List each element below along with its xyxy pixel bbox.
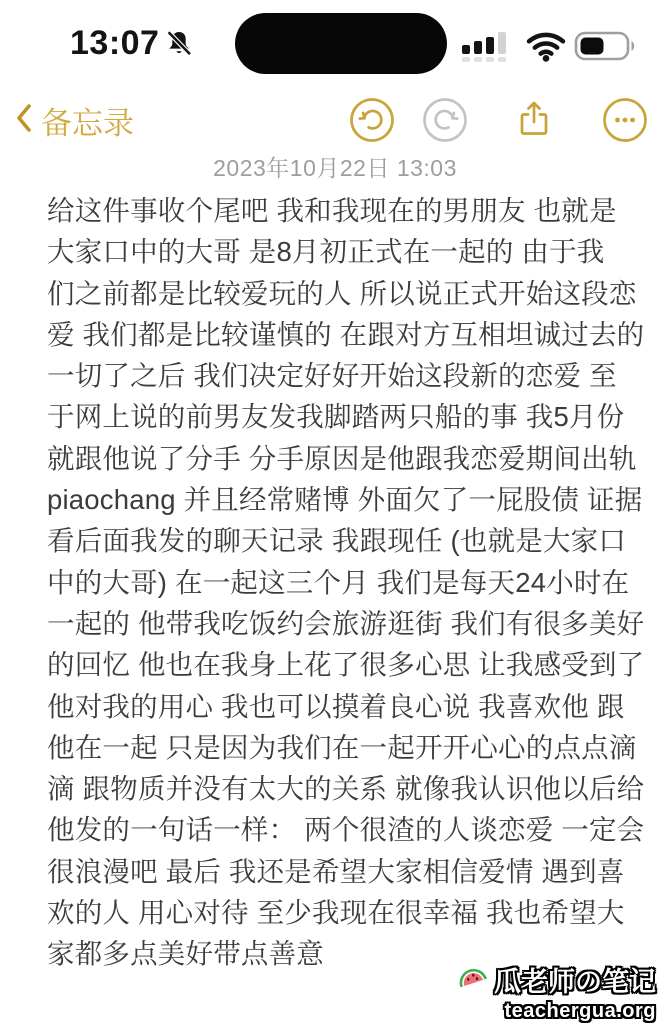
note-line: 很浪漫吧 最后 我还是希望大家相信爱情 遇到喜 [47,855,625,887]
watermark-url: teachergua.org [504,1000,656,1022]
cellular-signal-icon [461,30,513,67]
status-time: 13:07 [70,24,160,62]
battery-icon [574,30,638,67]
note-date: 2023年10月22日 13:03 [213,155,457,181]
share-icon[interactable] [511,97,557,143]
note-line: 他对我的用心 我也可以摸着良心说 我喜欢他 跟 [47,690,625,722]
note-line: 一起的 他带我吃饭约会旅游逛街 我们有很多美好 [47,607,645,639]
watermelon-icon [456,961,490,998]
note-line: 他在一起 只是因为我们在一起开开心心的点点滴 [47,731,637,763]
note-line: 一切了之后 我们决定好好开始这段新的恋爱 至 [47,360,617,392]
watermark-title: 瓜老师の笔记 [494,967,656,997]
note-line: 欢的人 用心对待 至少我现在很幸福 我也希望大 [47,897,625,929]
back-button[interactable] [16,98,134,143]
note-line: 给这件事收个尾吧 我和我现在的男朋友 也就是 [47,195,617,226]
note-line: 中的大哥) 在一起这三个月 我们是每天24小时在 [47,566,630,598]
note-line: 他发的一句话一样： 两个很渣的人谈恋爱 一定会 [47,814,645,846]
undo-button[interactable] [349,97,395,143]
note-line: 滴 跟物质并没有太大的关系 就像我认识他以后给 [47,773,645,805]
note-body[interactable] [47,190,650,975]
wifi-icon [526,32,566,67]
note-line: 看后面我发的聊天记录 我跟现任 (也就是大家口 [47,525,627,557]
note-line: piaochang 并且经常赌博 外面欠了一屁股债 证据 [47,484,643,516]
mute-bell-icon [163,28,195,65]
more-options-button[interactable] [602,97,648,143]
watermark [456,960,656,1023]
note-line: 们之前都是比较爱玩的人 所以说正式开始这段恋 [47,277,637,309]
note-line: 于网上说的前男友发我脚踏两只船的事 我5月份 [47,401,625,433]
note-line: 爱 我们都是比较谨慎的 在跟对方互相坦诚过去的 [47,318,645,350]
note-line: 的回忆 他也在我身上花了很多心思 让我感受到了 [47,649,645,681]
note-line: 家都多点美好带点善意 [47,938,324,970]
back-button-label: 备忘录 [41,106,134,141]
note-line: 大家口中的大哥 是8月初正式在一起的 由于我 [47,236,605,268]
note-line: 就跟他说了分手 分手原因是他跟我恋爱期间出轨 [47,442,637,474]
chevron-left-icon [16,103,32,138]
dynamic-island [235,13,447,74]
redo-button[interactable] [422,97,468,143]
